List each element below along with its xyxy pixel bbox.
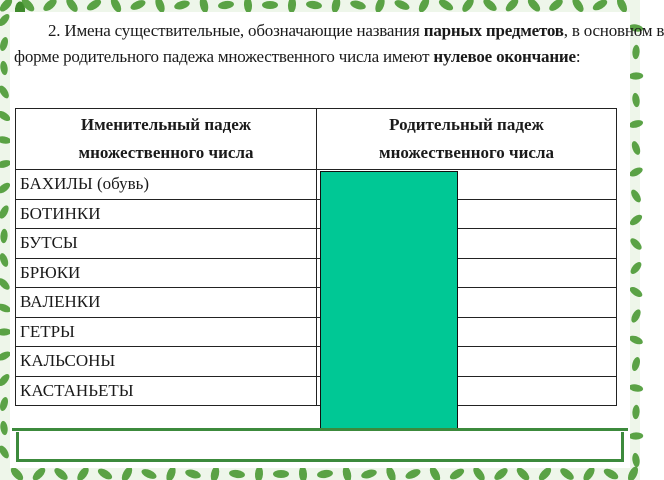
noun-case-table: [15, 108, 617, 406]
header-nominative: Именительный падеж множественного числа: [16, 109, 317, 170]
nominative-plural-cell: БРЮКИ: [16, 258, 317, 288]
answer-cover-box[interactable]: [320, 171, 458, 430]
slide-panel: [10, 12, 664, 468]
header-genitive: Родительный падеж множественного числа: [317, 109, 617, 170]
heading-line-2: форме родительного падежа множественного числа имеют нулевое окончание:: [14, 47, 581, 66]
table-row: [16, 288, 617, 318]
nominative-plural-cell: КАЛЬСОНЫ: [16, 347, 317, 377]
table-row: [16, 199, 617, 229]
table-row: [16, 347, 617, 377]
table-row: [16, 229, 617, 259]
nominative-plural-cell: БАХИЛЫ (обувь): [16, 170, 317, 200]
table-row: [16, 170, 617, 200]
nominative-plural-cell: ГЕТРЫ: [16, 317, 317, 347]
nominative-plural-cell: БУТСЫ: [16, 229, 317, 259]
bottom-frame-line: [12, 428, 628, 431]
bottom-frame-border: [16, 432, 624, 462]
heading-line-1: 2. Имена существительные, обозначающие названия парных предметов, в основном в: [48, 21, 664, 40]
table-row: [16, 317, 617, 347]
nominative-plural-cell: КАСТАНЬЕТЫ: [16, 376, 317, 406]
table-header-row: [16, 109, 617, 170]
table-row: [16, 258, 617, 288]
table-row: [16, 376, 617, 406]
nominative-plural-cell: БОТИНКИ: [16, 199, 317, 229]
nominative-plural-cell: ВАЛЕНКИ: [16, 288, 317, 318]
task-heading: [10, 18, 664, 70]
